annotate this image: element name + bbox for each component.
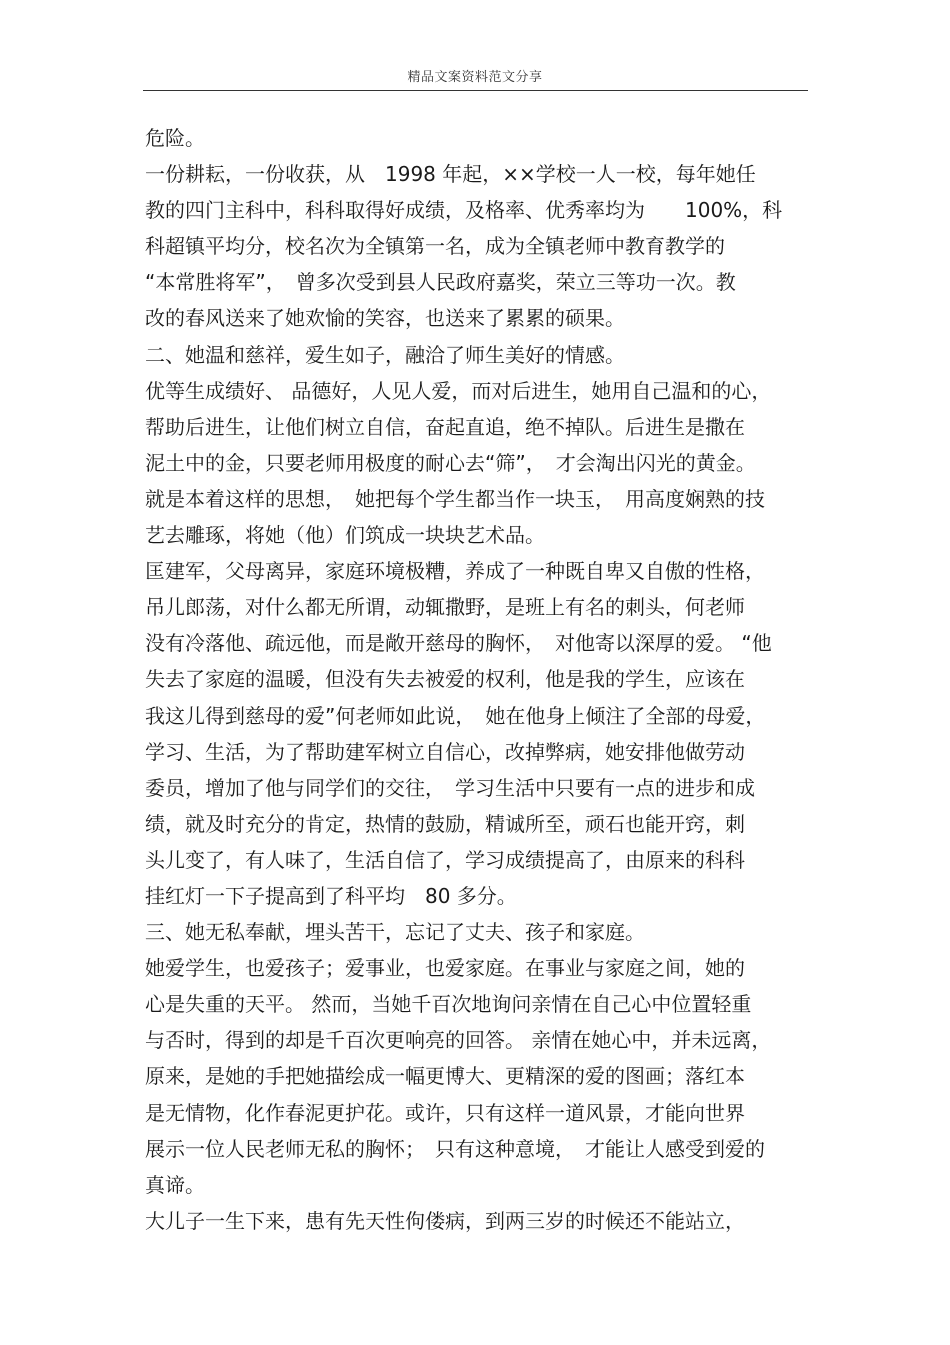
text-line: “本常胜将军”， 曾多次受到县人民政府嘉奖，荣立三等功一次。教 — [145, 270, 736, 295]
text-line: 原来，是她的手把她描绘成一幅更博大、更精深的爱的图画；落红本 — [145, 1064, 745, 1089]
text-line: 泥土中的金，只要老师用极度的耐心去“筛”， 才会淘出闪光的黄金。 — [145, 450, 756, 475]
text-line: 艺去雕琢，将她（他）们筑成一块块艺术品。 — [145, 523, 545, 548]
text-line: 心是失重的天平。 然而，当她千百次地询问亲情在自己心中位置轻重 — [145, 992, 752, 1017]
section-heading: 二、她温和慈祥，爱生如子，融洽了师生美好的情感。 — [145, 342, 625, 367]
section-heading: 三、她无私奉献，埋头苦干，忘记了丈夫、孩子和家庭。 — [145, 920, 645, 945]
text-line: 她爱学生，也爱孩子；爱事业，也爱家庭。在事业与家庭之间，她的 — [145, 956, 745, 981]
header-divider — [143, 90, 808, 91]
text-line: 真谛。 — [145, 1172, 205, 1197]
text-line: 优等生成绩好、 品德好，人见人爱，而对后进生，她用自己温和的心， — [145, 378, 772, 403]
text-line: 教的四门主科中，科科取得好成绩，及格率、优秀率均为 100%，科 — [145, 198, 783, 223]
text-line: 是无情物，化作春泥更护花。或许，只有这样一道风景，才能向世界 — [145, 1100, 745, 1125]
text-line: 改的春风送来了她欢愉的笑容，也送来了累累的硕果。 — [145, 306, 625, 331]
text-line: 头儿变了，有人味了，生活自信了，学习成绩提高了，由原来的科科 — [145, 847, 745, 872]
text-line: 展示一位人民老师无私的胸怀； 只有这种意境， 才能让人感受到爱的 — [145, 1136, 765, 1161]
text-line: 没有冷落他、疏远他，而是敞开慈母的胸怀， 对他寄以深厚的爱。 “他 — [145, 631, 772, 656]
document-body — [145, 120, 815, 1239]
text-line: 挂红灯一下子提高到了科平均 80 多分。 — [145, 883, 517, 908]
text-line: 危险。 — [145, 126, 205, 150]
text-line: 吊儿郎荡，对什么都无所谓，动辄撒野，是班上有名的刺头，何老师 — [145, 595, 745, 620]
text-line: 学习、生活，为了帮助建军树立自信心，改掉弊病，她安排他做劳动 — [145, 739, 745, 764]
text-line: 我这儿得到慈母的爱”何老师如此说， 她在他身上倾注了全部的母爱， — [145, 703, 766, 728]
page-header: 精品文案资料范文分享 — [407, 70, 543, 85]
text-line: 就是本着这样的思想， 她把每个学生都当作一块玉， 用高度娴熟的技 — [145, 486, 765, 511]
text-line: 匡建军，父母离异，家庭环境极糟，养成了一种既自卑又自傲的性格， — [145, 559, 765, 584]
text-line: 科超镇平均分，校名次为全镇第一名，成为全镇老师中教育教学的 — [145, 234, 725, 259]
text-line: 一份耕耘，一份收获，从 1998 年起，××学校一人一校，每年她任 — [145, 162, 756, 187]
text-line: 大儿子一生下来，患有先天性佝偻病，到两三岁的时候还不能站立， — [145, 1208, 745, 1233]
text-line: 失去了家庭的温暖，但没有失去被爱的权利，他是我的学生，应该在 — [145, 667, 745, 692]
text-line: 绩，就及时充分的肯定，热情的鼓励，精诚所至，顽石也能开窍，刺 — [145, 811, 745, 836]
text-line: 委员，增加了他与同学们的交往， 学习生活中只要有一点的进步和成 — [145, 775, 755, 800]
text-line: 帮助后进生，让他们树立自信，奋起直追，绝不掉队。后进生是撒在 — [145, 414, 745, 439]
text-line: 与否时，得到的却是千百次更响亮的回答。 亲情在她心中，并未远离， — [145, 1028, 772, 1053]
